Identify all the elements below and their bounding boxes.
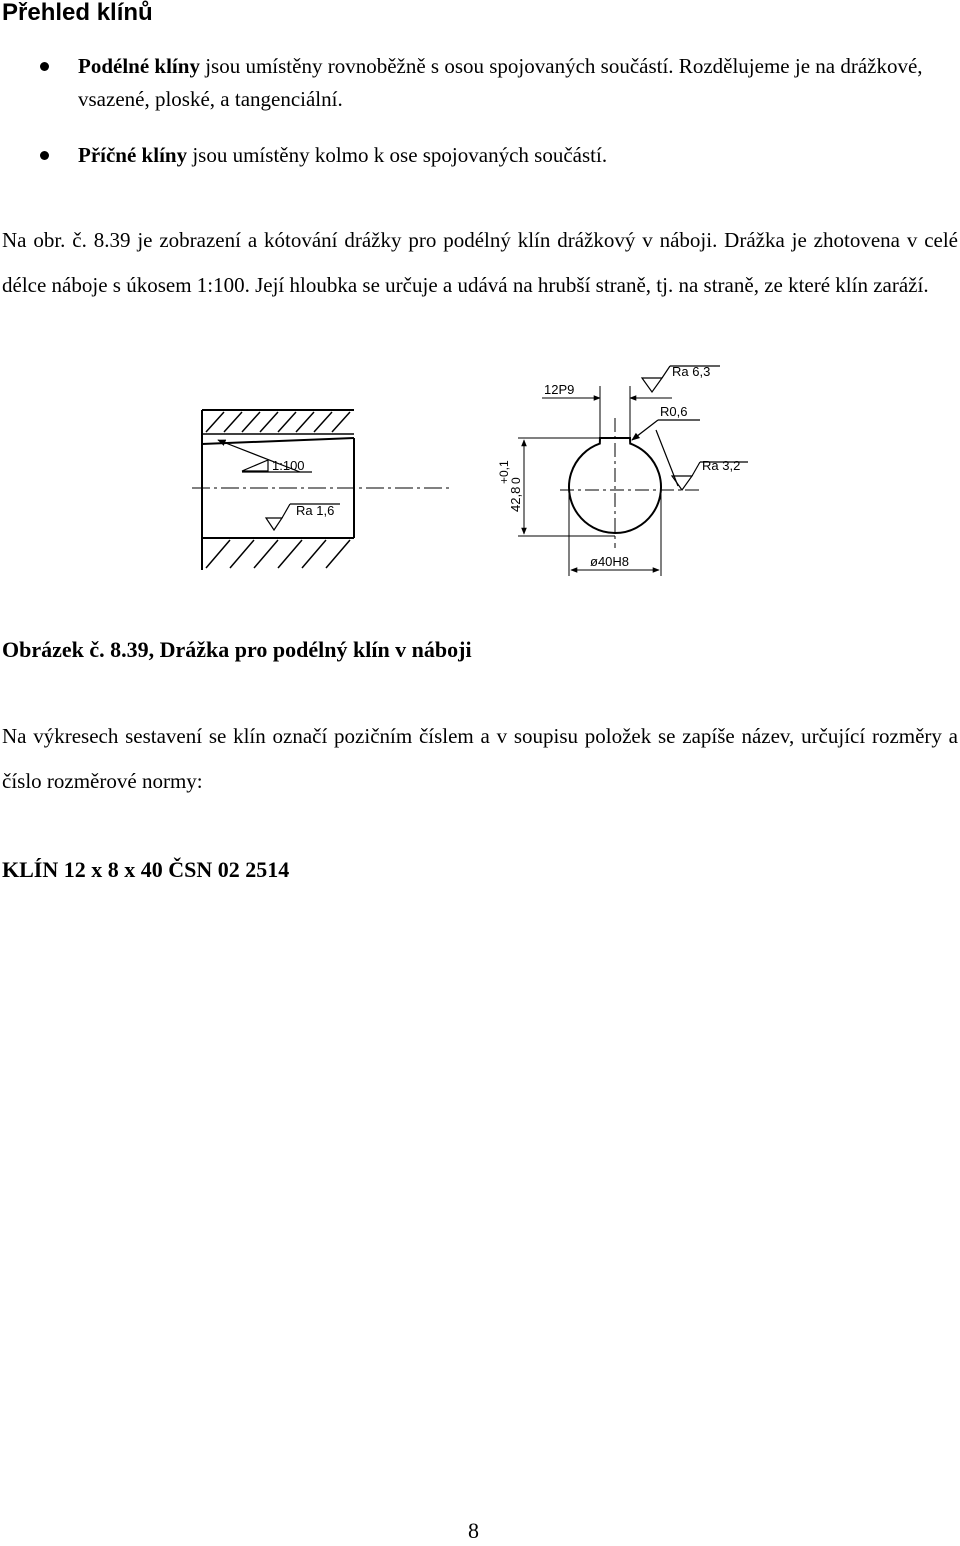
term-description: jsou umístěny rovnoběžně s osou spojovaných součástí. Rozdělujeme je na drážkové, vsazené, ploské, a tangenciální. [78,54,923,111]
term-bold: Podélné klíny [78,54,200,78]
list-item [0,50,960,116]
technical-drawing [180,358,800,596]
term-description: jsou umístěny kolmo k ose spojovaných součástí. [187,143,608,167]
bill-of-materials-paragraph: Na výkresech sestavení se klín označí pozičním číslem a v soupisu položek se zapíše název, určující rozměry a číslo rozměrové normy: [2,724,958,793]
key-designation: KLÍN 12 x 8 x 40 ČSN 02 2514 [2,857,290,882]
tolerance-upper-label: +0,1 [497,460,511,484]
figure-caption: Obrázek č. 8.39, Drážka pro podélný klín v náboji [2,637,472,662]
tolerance-lower-label: 0 [509,477,523,484]
page-number: 8 [468,1518,479,1543]
roughness-label: Ra 1,6 [296,503,335,518]
slot-width-label: 12P9 [544,382,575,397]
bore-diameter-label: ø40H8 [590,554,630,569]
slot-depth-label: 42,8 [508,486,523,512]
roughness-right-label: Ra 3,2 [702,458,741,473]
taper-label: 1:100 [272,458,305,473]
corner-radius-label: R0,6 [660,404,688,419]
roughness-top-label: Ra 6,3 [672,364,711,379]
bullet-dot-icon [40,62,49,71]
keyway-drawing-svg [180,358,800,596]
term-bold: Příčné klíny [78,143,188,167]
bullet-list [0,50,960,172]
figure-reference-paragraph: Na obr. č. 8.39 je zobrazení a kótování drážky pro podélný klín drážkový v náboji. Drážka je zhotovena v celé délce náboje s úkosem 1:100. Její hloubka se určuje a udává na hrubší straně, tj. na straně, ze které klín zaráží. [2,228,958,297]
hatching [206,412,350,568]
section-heading: Přehled klínů [2,0,153,26]
hub-section-view [192,410,450,570]
list-item [0,139,960,172]
bullet-dot-icon [40,151,49,160]
